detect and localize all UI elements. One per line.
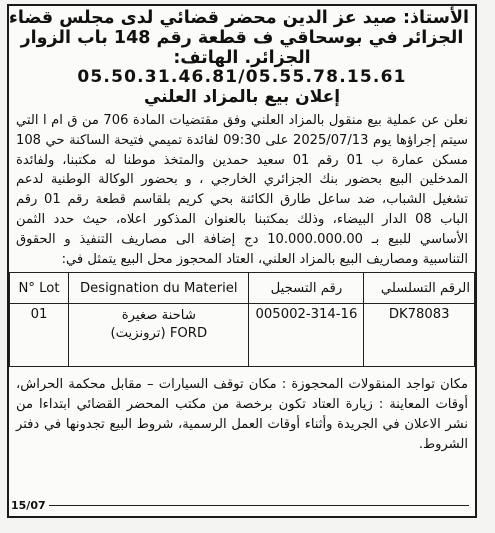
bailiff-name-line: الأستاذ: صيد عز الدين محضر قضائي لدى مجلس قضاء xyxy=(8,8,469,28)
city-phone-label: الجزائر. الهاتف: xyxy=(173,48,311,68)
header-serial: الرقم التسلسلي xyxy=(364,273,475,304)
bailiff-address-line: الجزائر في بوسحاقي ف قطعة رقم 148 باب الزوار xyxy=(20,28,464,48)
cell-lot: 01 xyxy=(10,304,69,367)
legal-notice-ad xyxy=(7,4,477,518)
notice-title: إعلان بيع بالمزاد العلني xyxy=(143,87,341,107)
designation-line-1: شاحنة صغيرة xyxy=(121,308,196,324)
notice-footer: مكان تواجد المنقولات المحجوزة : مكان توقف السيارات – مقابل محكمة الحراش، أوقات المعاينة : زيارة العتاد تكون برخصة من مكتب المحضر القضائي ابتداءا من نشر الاعلان في الجريدة وأثناء أوقات العمل الرسمية، شروط البيع تجدونها في دفتر الشروط. xyxy=(16,377,468,452)
lots-table-header xyxy=(10,273,475,304)
table-row xyxy=(10,304,475,367)
lots-table xyxy=(9,272,475,367)
phone-numbers: 05.50.31.46.81/05.55.78.15.61 xyxy=(77,67,407,87)
cell-designation xyxy=(69,304,249,367)
cell-registration: 005002-314-16 xyxy=(249,304,364,367)
notice-body: نعلن عن عملية بيع منقول بالمزاد العلني وفق مقتضيات المادة 706 من ق ام ا التي سيتم إجراؤها يوم 2025/07/13 على 09:30 لفائدة تميمي فتيحة الساكنة حي 108 مسكن عمارة ب 01 رقم 01 سعيد حمدين والمتخذ موطنا له مكتبنا، ولفائدة المدخلين البيع بحضور بنك الجزائري الخارجي ، و بحضور الوكالة الوطنية لدعم تشغيل الشباب، ضد ساعل طارق الكائنة بحي كريم بلقاسم قطعة رقم 01 رقم الباب 08 الدار البيضاء، وذلك بمكتبنا بالعنوان المذكور اعلاه، حيث حدد الثمن الأساسي للبيع بـ 10.000.000.00 دج إضافة الى مصاريف التنفيذ و الحقوق التناسبية ومصاريف البيع بالمزاد العلني، العتاد المحجوز محل البيع يتمثل في: xyxy=(16,113,469,267)
designation-line-2: FORD (ترونزيت) xyxy=(110,326,208,342)
header-lot: N° Lot xyxy=(10,273,69,304)
city-phone-line xyxy=(15,48,469,68)
header-designation: Designation du Materiel xyxy=(69,273,249,304)
header-registration: رقم التسجيل xyxy=(249,273,364,304)
reference-rule xyxy=(49,505,469,506)
notice-header xyxy=(9,6,475,107)
cell-serial: DK78083 xyxy=(364,304,475,367)
reference-number: 15/07 xyxy=(11,499,46,512)
